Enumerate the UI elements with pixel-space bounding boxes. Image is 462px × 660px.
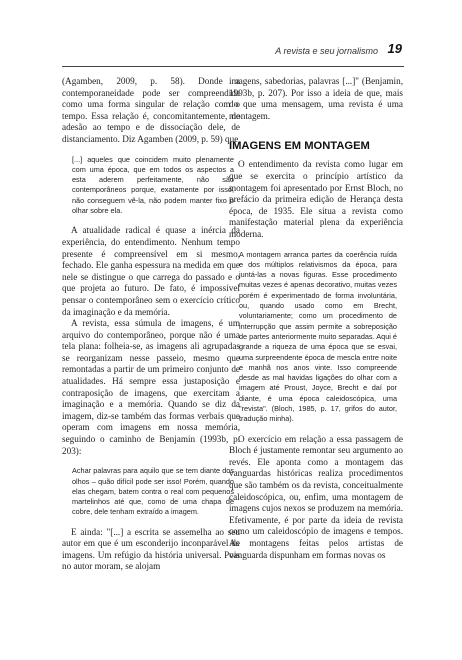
paragraph: A atualidade radical é quase a inércia da experiência, do entendimento. Nenhum tempo presente é compreensível em si mesmo, fechado. Ele ganha espessura na medida em que nele se distingue o que carrega do passado e o que projeta ao futuro. De fato, é impossível pensar o contemporâneo sem o exercício crítico da imaginação e da memória. (62, 225, 240, 317)
paragraph: A revista, essa súmula de imagens, é um arquivo do contemporâneo, porque não é uma tela plana: folheia-se, as imagens ali agrupadas se reorganizam nesse passeio, mesmo que remontadas a partir de um primeiro conjunto de atualidades. Há sempre essa justaposição e contraposição de imagens, que exercitam a imaginação e a memória. Quando se diz da imagem, diz-se também das formas verbais que operam com imagens em nossa memória, seguindo o caminho de Benjamin (1993b, p. 203): (62, 318, 240, 456)
block-quote: Achar palavras para aquilo que se tem diante dos olhos – quão difícil pode ser isso! Porém, quando elas chegam, batem contra o real com pequenos martelinhos até que, como de uma chapa de cobre, dele tenham extraído a imagem. (72, 466, 234, 517)
header-rule (62, 66, 404, 67)
paragraph: O exercício em relação a essa passagem de Bloch é justamente remontar seu argumento ao revés. Ele aponta como a montagem das vanguardas históricas realiza procedimentos que são também os da revista, conceitualmente caleidoscópica, ou, enfim, uma montagem de imagens cujos nexos se produzem na memória. Efetivamente, é por parte da ideia de revista como um caleidoscópio de imagens e tempos. As montagens feitas pelos artistas de vanguarda dispunham em formas novas os (229, 433, 403, 560)
block-quote: A montagem arranca partes da coerência ruída e dos múltiplos relativismos da época, para juntá-las a novas figuras. Esse procedimento muitas vezes é apenas decorativo, muitas vezes porém é experimentado de forma involuntária, ou, quando usado como em Brecht, voluntariamente; como um procedimento de interrupção que assim permite a sobreposição de partes anteriormente muito separadas. Aqui é grande a riqueza de uma época que se esvai, uma surpreendente época de mescla entre noite e manhã nos anos vinte. Isso compreende desde as mal havidas ligações do olhar com a imagem até Proust, Joyce, Brecht e daí por diante, é uma época caleidoscópica, uma "revista". (Bloch, 1985, p. 17, grifos do autor, tradução minha). (239, 249, 397, 424)
right-column (229, 76, 403, 561)
block-quote: [...] aqueles que coincidem muito plenamente com uma época, que em todos os aspectos a esta aderem perfeitamente, não são contemporâneos porque, exatamente por isso, não conseguem vê-la, não podem manter fixo o olhar sobre ela. (72, 154, 234, 216)
left-column (62, 76, 240, 573)
page-number: 19 (387, 41, 402, 56)
section-heading: IMAGENS EM MONTAGEM (229, 140, 370, 153)
running-title: A revista e seu jornalismo (275, 46, 378, 56)
paragraph: E ainda: "[...] a escrita se assemelha ao seu autor em que é um esconderijo inconparável de imagens. Um refúgio da história universal. Pois no autor moram, se alojam (62, 526, 240, 572)
paragraph: O entendimento da revista como lugar em que se exercita o princípio artístico da montagem foi apresentado por Ernst Bloch, no prefácio da primeira edição de Herança desta época, de 1935. Ele situa a revista como manifestação material plena da experiência moderna. (229, 159, 403, 239)
paragraph: imagens, sabedorias, palavras [...]" (Benjamin, 1993b, p. 207). Por isso a ideia de que, mais do que uma mensagem, uma revista é uma montagem. (229, 76, 403, 121)
paragraph: (Agamben, 2009, p. 58). Donde a contemporaneidade pode ser compreendida como uma forma singular de relação com o tempo. Essa relação é, concomitantemente, de adesão ao tempo e de dissociação dele, de distanciamento. Diz Agamben (2009, p. 59) que (62, 76, 240, 144)
